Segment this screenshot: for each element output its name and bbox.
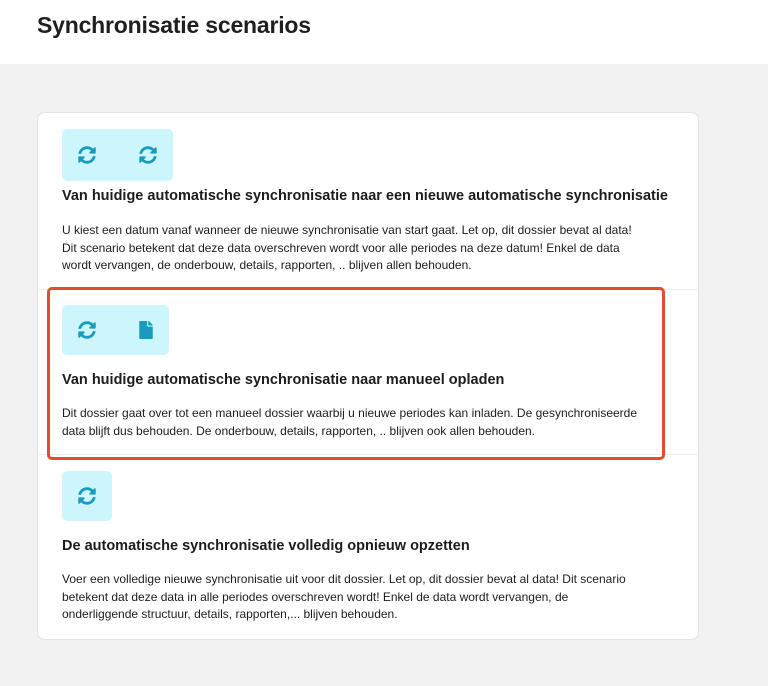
scenario-title: Van huidige automatische synchronisatie naar een nieuwe automatische synchronisatie	[62, 188, 668, 204]
sync-icon	[78, 321, 96, 339]
scenario-option-auto-to-manual[interactable]	[38, 289, 698, 454]
scenario-description	[62, 405, 702, 440]
scenario-title: De automatische synchronisatie volledig opnieuw opzetten	[62, 538, 470, 554]
page-title: Synchronisatie scenarios	[37, 12, 311, 38]
scenario-icon-box	[62, 471, 112, 521]
description-line: wordt vervangen, de onderbouw, details, rapporten, .. blijven allen behouden.	[62, 258, 472, 272]
scenario-option-auto-to-auto[interactable]	[38, 113, 698, 289]
description-line: betekent dat deze data in alle periodes overschreven wordt! Enkel de data wordt vervangen, de	[62, 589, 569, 604]
description-line: U kiest een datum vanaf wanneer de nieuwe synchronisatie van start gaat. Let op, dit dossier bevat al data!	[62, 223, 632, 237]
sync-icon	[139, 146, 157, 164]
file-icon	[137, 321, 155, 339]
description-line: Dit dossier gaat over tot een manueel dossier waarbij u nieuwe periodes kan inladen. De gesynchroniseerde	[62, 406, 638, 420]
scenario-icon-box	[62, 129, 173, 181]
scenario-title: Van huidige automatische synchronisatie naar manueel opladen	[62, 372, 505, 388]
sync-icon	[78, 487, 96, 505]
scenario-icon-box	[62, 305, 169, 355]
scenario-card	[37, 112, 699, 640]
description-line: onderliggende structuur, details, rapporten,... blijven behouden.	[62, 607, 398, 621]
description-line: Voer een volledige nieuwe synchronisatie uit voor dit dossier. Let op, dit dossier bevat al data! Dit scenario	[62, 572, 626, 586]
scenario-description	[62, 222, 702, 275]
scenario-option-reset-sync[interactable]	[38, 454, 698, 640]
header-bar	[0, 0, 768, 64]
description-line: Dit scenario betekent dat deze data overschreven wordt voor alle periodes na deze datum! Enkel de data	[62, 240, 620, 255]
scenario-description	[62, 571, 702, 624]
description-line: data blijft dus behouden. De onderbouw, details, rapporten, .. blijven ook allen behouden.	[62, 423, 536, 438]
sync-icon	[78, 146, 96, 164]
